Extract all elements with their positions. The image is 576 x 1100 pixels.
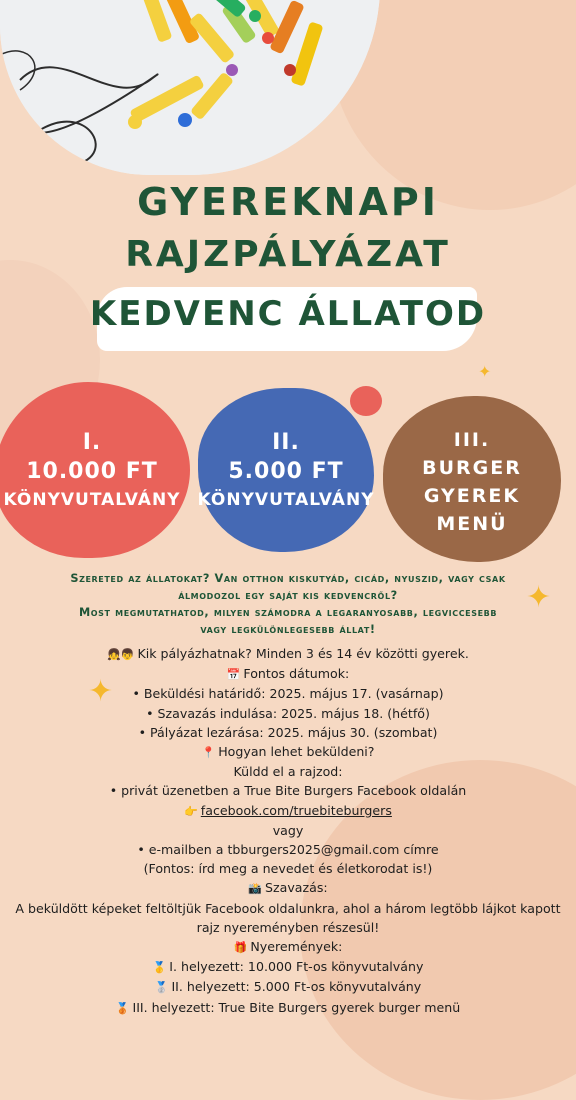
or-line: vagy <box>272 822 304 838</box>
prize-first-amount: 10.000 FT <box>26 459 158 484</box>
crayons-illustration <box>0 0 380 175</box>
facebook-link[interactable]: facebook.com/truebiteburgers <box>200 802 392 818</box>
intro-line-1: Szereted az állatokat? Van otthon kiskutyád, cicád, nyuszid, vagy csak <box>70 572 506 585</box>
star-icon-small: ✦ <box>478 362 492 381</box>
who-line <box>0 644 576 664</box>
prize-third-line3: GYEREK <box>423 485 521 507</box>
intro-line-4: vagy legkülönlegesebb állat! <box>200 623 376 636</box>
star-icon-left: ✦ <box>88 674 114 709</box>
date-vote-start: • Szavazás indulása: 2025. május 18. (hétfő) <box>146 705 430 721</box>
method-email: • e-mailben a tbburgers2025@gmail.com címre <box>137 842 439 858</box>
intro-line-2: álmodozol egy saját kis kedvencről? <box>178 589 398 602</box>
dates-title: Fontos dátumok: <box>243 666 350 682</box>
pointing-hand-icon: 👉 <box>184 804 198 818</box>
prize-line-1 <box>0 957 576 977</box>
calendar-icon: 📅 <box>226 668 241 682</box>
prize-second-rank: II. <box>272 430 300 455</box>
prize-line-2 <box>0 977 576 997</box>
note-line: (Fontos: írd meg a nevedet és életkorodat is!) <box>143 861 433 877</box>
gold-medal-icon: 🥇 <box>152 961 167 975</box>
crayons-photo <box>0 0 380 175</box>
date-close: • Pályázat lezárása: 2025. május 30. (szombat) <box>138 724 438 740</box>
prize-text-3: III. helyezett: True Bite Burgers gyerek burger menü <box>132 999 461 1015</box>
subtitle: KEDVENC ÁLLATOD <box>89 294 487 334</box>
title-line-2: RAJZPÁLYÁZAT <box>125 234 451 275</box>
vote-title-line <box>0 878 576 898</box>
dates-title-line <box>0 664 576 684</box>
bronze-medal-icon: 🥉 <box>115 1001 130 1015</box>
prize-third-line2: BURGER <box>422 457 522 479</box>
prize-third-rank: III. <box>453 429 491 451</box>
prize-second-amount: 5.000 FT <box>228 459 344 484</box>
prize-first-rank: I. <box>82 430 102 455</box>
prize-third-badge <box>383 396 561 562</box>
prizes-title: Nyeremények: <box>250 939 343 955</box>
intro-text <box>0 570 576 638</box>
prize-second-badge <box>198 388 374 552</box>
decorative-dot <box>350 386 382 416</box>
prize-third-line4: MENÜ <box>436 513 508 535</box>
camera-icon: 📸 <box>248 882 263 896</box>
how-title: Hogyan lehet beküldeni? <box>218 744 375 760</box>
method-facebook: • privát üzenetben a True Bite Burgers Facebook oldalán <box>109 783 467 799</box>
prize-second-kind: KÖNYVUTALVÁNY <box>197 490 375 510</box>
vote-line-2: rajz nyereményben részesül! <box>196 919 380 935</box>
prizes-title-line <box>0 937 576 957</box>
children-icon: 👧👦 <box>107 648 135 661</box>
intro-line-3: Most megmutathatod, milyen számodra a legaranyosabb, legviccesebb <box>78 606 498 619</box>
how-title-line <box>0 742 576 762</box>
prize-text-1: I. helyezett: 10.000 Ft-os könyvutalvány <box>169 959 424 975</box>
silver-medal-icon: 🥈 <box>154 981 169 995</box>
title-line-1: GYEREKNAPI <box>137 180 439 224</box>
vote-title: Szavazás: <box>265 880 328 896</box>
vote-line-1: A beküldött képeket feltöltjük Facebook oldalunkra, ahol a három legtöbb lájkot kapott <box>15 900 561 916</box>
date-deadline: • Beküldési határidő: 2025. május 17. (vasárnap) <box>132 686 444 702</box>
prize-first-badge <box>0 382 190 558</box>
pin-icon: 📍 <box>201 746 216 760</box>
prize-first-kind: KÖNYVUTALVÁNY <box>3 490 181 510</box>
who-text: Kik pályázhatnak? Minden 3 és 14 év közötti gyerek. <box>137 646 469 661</box>
gift-icon: 🎁 <box>233 941 248 955</box>
prize-line-3 <box>0 998 576 1018</box>
prize-text-2: II. helyezett: 5.000 Ft-os könyvutalvány <box>171 979 422 995</box>
facebook-link-line <box>0 801 576 821</box>
star-icon-right: ✦ <box>526 580 552 615</box>
details-text <box>0 644 576 1018</box>
send-line: Küldd el a rajzod: <box>233 764 343 780</box>
